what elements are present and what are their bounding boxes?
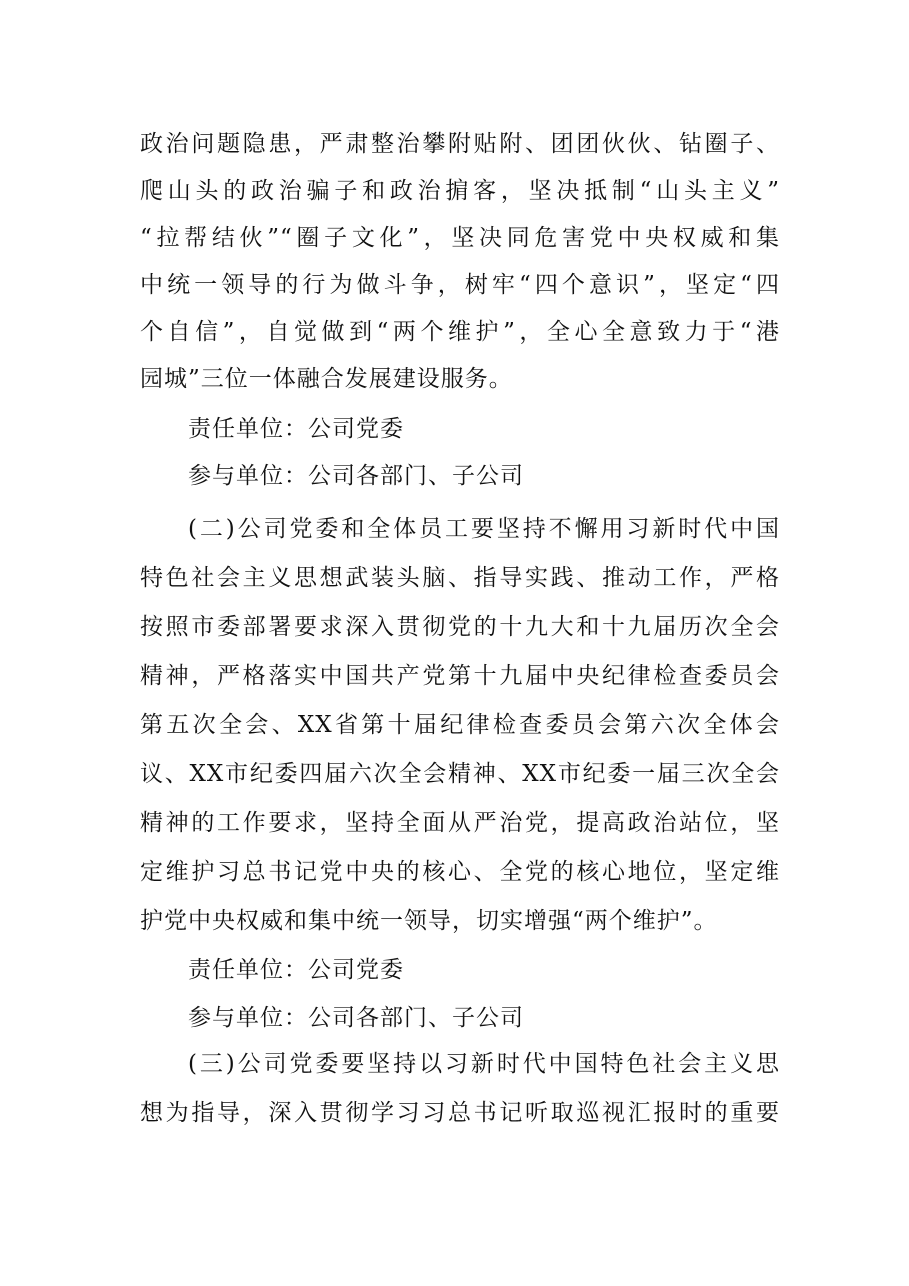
paragraph-line: 定维护习总书记党中央的核心、全党的核心地位，坚定维 bbox=[140, 859, 780, 885]
responsible-unit: 责任单位：公司党委 bbox=[188, 416, 404, 442]
paragraph-line: “拉帮结伙”“圈子文化”，坚决同危害党中央权威和集 bbox=[140, 225, 780, 251]
paragraph-line: 议、XX市纪委四届六次全会精神、XX市纪委一届三次全会 bbox=[140, 761, 780, 787]
paragraph-line: 护党中央权威和集中统一领导，切实增强“两个维护”。 bbox=[140, 908, 718, 934]
paragraph-line: 精神，严格落实中国共产党第十九届中央纪律检查委员会 bbox=[140, 663, 780, 689]
section-heading-line: (三)公司党委要坚持以习新时代中国特色社会主义思 bbox=[188, 1051, 780, 1077]
paragraph-line: 政治问题隐患，严肃整治攀附贴附、团团伙伙、钻圈子、 bbox=[140, 131, 780, 157]
paragraph-line: 第五次全会、XX省第十届纪律检查委员会第六次全体会 bbox=[140, 712, 780, 738]
paragraph-line: 精神的工作要求，坚持全面从严治党，提高政治站位，坚 bbox=[140, 810, 780, 836]
participating-unit: 参与单位：公司各部门、子公司 bbox=[188, 463, 524, 489]
paragraph-line: 特色社会主义思想武装头脑、指导实践、推动工作，严格 bbox=[140, 565, 780, 591]
paragraph-line: 个自信”，自觉做到“两个维护”，全心全意致力于“港 bbox=[140, 319, 780, 345]
section-heading-line: (二)公司党委和全体员工要坚持不懈用习新时代中国 bbox=[188, 516, 780, 542]
paragraph-line: 爬山头的政治骗子和政治掮客，坚决抵制“山头主义” bbox=[140, 178, 780, 204]
paragraph-line: 园城”三位一体融合发展建设服务。 bbox=[140, 366, 513, 392]
paragraph-line: 按照市委部署要求深入贯彻党的十九大和十九届历次全会 bbox=[140, 614, 780, 640]
paragraph-line: 中统一领导的行为做斗争，树牢“四个意识”，坚定“四 bbox=[140, 272, 780, 298]
responsible-unit: 责任单位：公司党委 bbox=[188, 957, 404, 983]
paragraph-line: 想为指导，深入贯彻学习习总书记听取巡视汇报时的重要 bbox=[140, 1100, 780, 1126]
participating-unit: 参与单位：公司各部门、子公司 bbox=[188, 1005, 524, 1031]
